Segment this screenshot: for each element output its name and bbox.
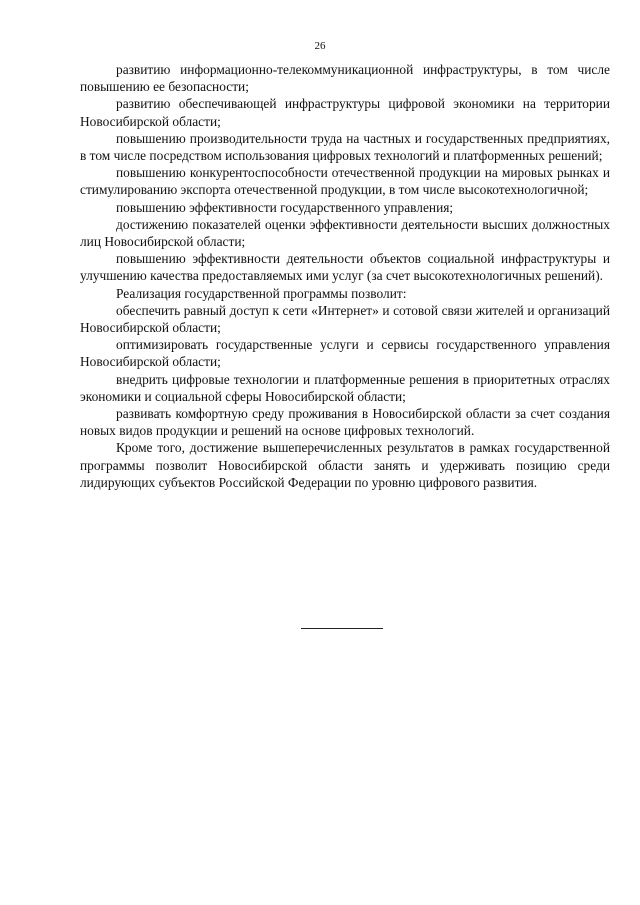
- document-body: [80, 61, 610, 491]
- paragraph-11: внедрить цифровые технологии и платформенные решения в приоритетных отраслях экономики и социальной сферы Новосибирской области;: [80, 371, 610, 404]
- paragraph-13: Кроме того, достижение вышеперечисленных результатов в рамках государственной программы позволит Новосибирской области занять и удерживать позицию среди лидирующих субъектов Российской Федерации по уровню цифрового развития.: [80, 440, 610, 490]
- paragraph-8: Реализация государственной программы позволит:: [116, 285, 407, 301]
- paragraph-5: повышению эффективности государственного управления;: [116, 199, 454, 215]
- paragraph-10: оптимизировать государственные услуги и сервисы государственного управления Новосибирской области;: [80, 337, 610, 370]
- paragraph-7: повышению эффективности деятельности объектов социальной инфраструктуры и улучшению качества предоставляемых ими услуг (за счет высокотехнологичных решений).: [80, 251, 610, 284]
- paragraph-3: повышению производительности труда на частных и государственных предприятиях, в том числе посредством использования цифровых технологий и платформенных решений;: [80, 130, 610, 164]
- paragraph-9: обеспечить равный доступ к сети «Интернет» и сотовой связи жителей и организаций Новосибирской области;: [80, 302, 610, 336]
- paragraph-2: развитию обеспечивающей инфраструктуры цифровой экономики на территории Новосибирской области;: [80, 96, 610, 129]
- paragraph-4: повышению конкурентоспособности отечественной продукции на мировых рынках и стимулированию экспорта отечественной продукции, в том числе высокотехнологичной;: [80, 165, 610, 198]
- page-number: 26: [314, 40, 326, 52]
- paragraph-1: развитию информационно-телекоммуникационной инфраструктуры, в том числе повышению ее безопасности;: [80, 62, 610, 95]
- end-separator-line: [301, 628, 383, 629]
- paragraph-6: достижению показателей оценки эффективности деятельности высших должностных лиц Новосибирской области;: [80, 216, 610, 250]
- paragraph-12: развивать комфортную среду проживания в Новосибирской области за счет создания новых видов продукции и решений на основе цифровых технологий.: [80, 406, 610, 439]
